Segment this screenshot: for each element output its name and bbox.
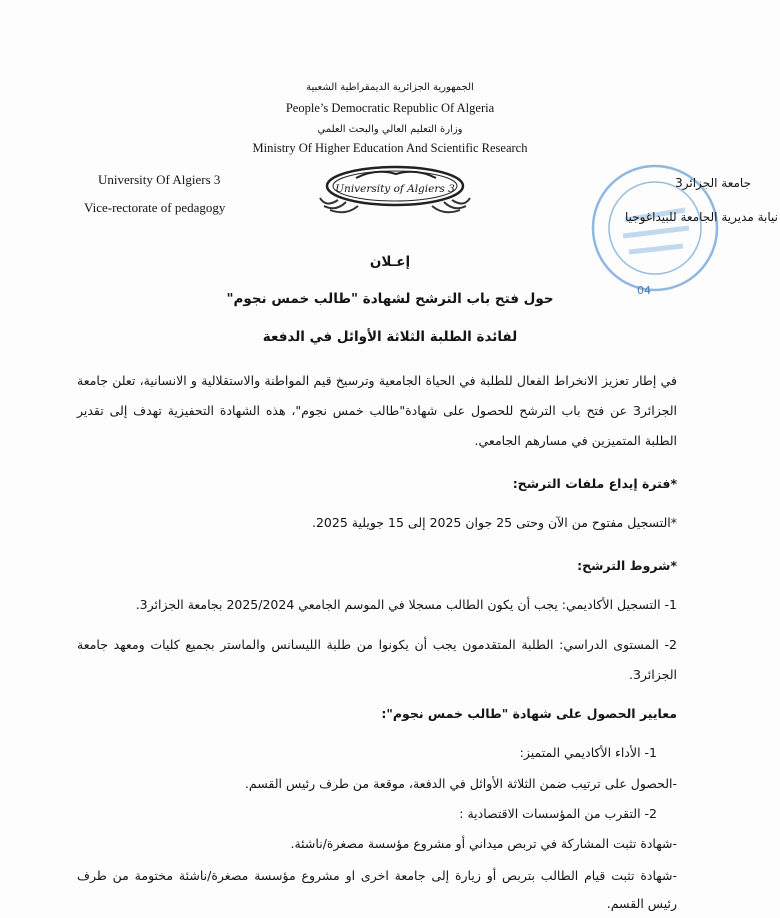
republic-english: People’s Democratic Republic Of Algeria (285, 101, 495, 115)
deposit-text: *التسجيل مفتوح من الآن وحتى 25 جوان 2025 إلى 15 جويلية 2025. (311, 515, 677, 530)
university-logo (316, 162, 474, 220)
criteria-heading: معايير الحصول على شهادة "طالب خمس نجوم": (381, 706, 677, 721)
criterion-2-text-2: -شهادة تثبت قيام الطالب بتربص أو زيارة إلى جامعة اخرى او مشروع مؤسسة مصغرة/ناشئة مختومة من طرف رئيس القسم. (77, 868, 677, 911)
intro-paragraph: في إطار تعزيز الانخراط الفعال للطلبة في الحياة الجامعية وترسيخ قيم المواطنة والاستقلالية و الانسانية، تعلن جامعة الجزائر3 عن فتح باب الترشح للحصول على شهادة"طالب خمس نجوم"، هذه الشهادة التحفيزية تهدف إلى تقدير الطلبة المتميزين في مسارهم الجامعي. (77, 373, 677, 448)
logo-text: University of Algiers 3 (335, 183, 455, 195)
ministry-arabic: وزارة التعليم العالي والبحث العلمي (317, 124, 463, 135)
criterion-1-text: -الحصول على ترتيب ضمن الثلاثة الأوائل في الدفعة، موقعة من طرف رئيس القسم. (244, 776, 677, 791)
university-arabic: جامعة الجزائر3 (675, 176, 751, 190)
announcement-subtitle: حول فتح باب الترشح لشهادة "طالب خمس نجوم" (226, 291, 554, 307)
conditions-heading: *شروط الترشح: (577, 558, 677, 573)
vice-rectorate-arabic: نيابة مديرية الجامعة للبيداغوجيا (624, 210, 778, 224)
stamp-number: 04 (637, 284, 651, 297)
criterion-2-title: 2- التقرب من المؤسسات الاقتصادية : (459, 806, 657, 821)
announcement-target: لفائدة الطلبة الثلاثة الأوائل في الدفعة (262, 329, 518, 345)
criterion-2-text-1: -شهادة تثبت المشاركة في تربص ميداني أو مشروع مؤسسة مصغرة/ناشئة. (290, 836, 677, 851)
deposit-heading: *فترة إيداع ملفات الترشح: (512, 476, 677, 491)
republic-arabic: الجمهورية الجزائرية الديمقراطية الشعبية (306, 82, 474, 93)
condition-2: 2- المستوى الدراسي: الطلبة المتقدمون يجب أن يكونوا من طلبة الليسانس والماستر بجميع كليات ومعهد جامعة الجزائر3. (77, 637, 677, 682)
vice-rectorate-english: Vice-rectorate of pedagogy (84, 200, 226, 215)
university-english: University Of Algiers 3 (98, 172, 221, 187)
condition-1: 1- التسجيل الأكاديمي: يجب أن يكون الطالب مسجلا في الموسم الجامعي 2025/2024 بجامعة الجزائر3. (135, 597, 677, 612)
criterion-1-title: 1- الأداء الأكاديمي المتميز: (519, 745, 657, 760)
ministry-english: Ministry Of Higher Education And Scientific Research (252, 141, 528, 155)
announcement-title: إعـلان (369, 254, 411, 270)
